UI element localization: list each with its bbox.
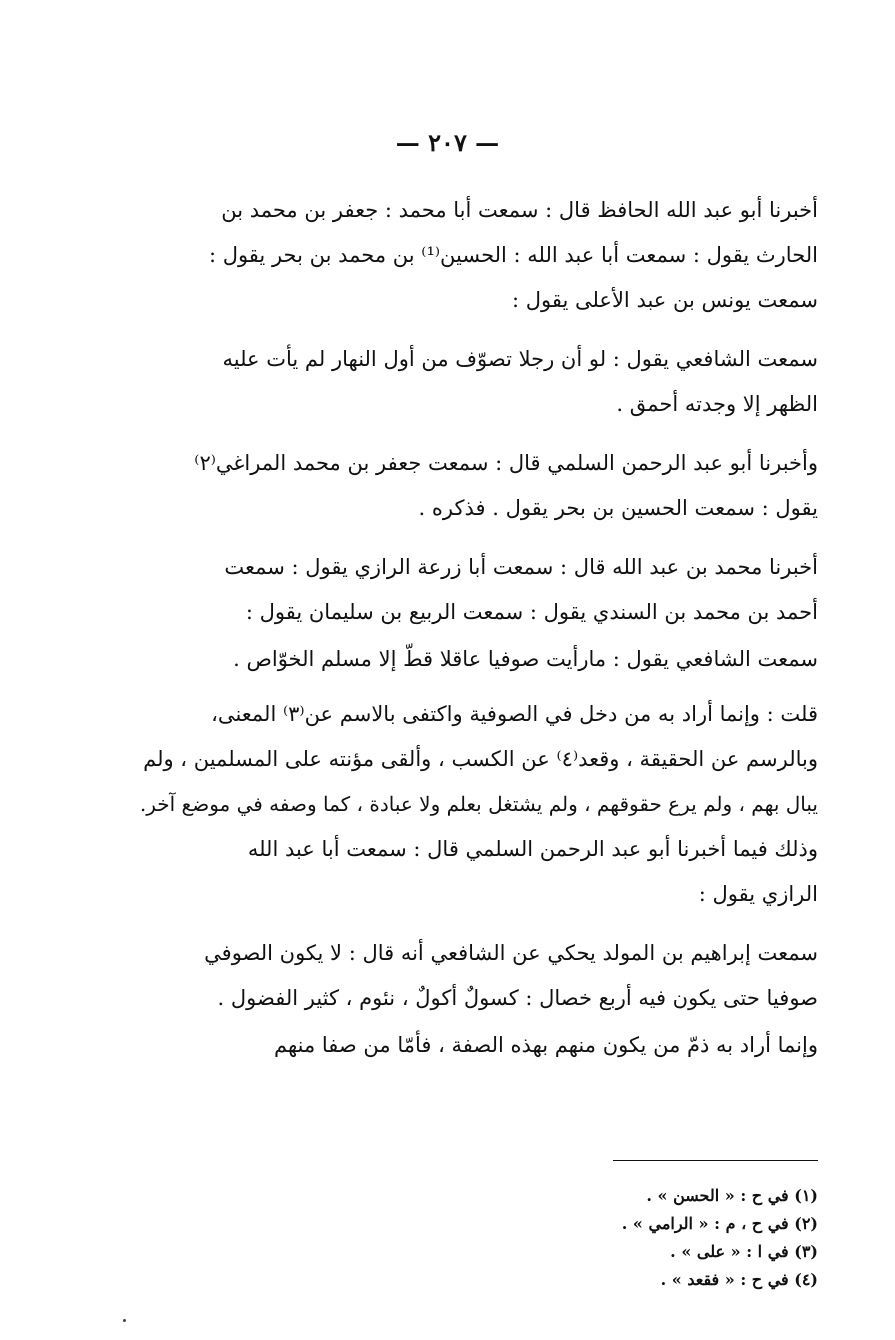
text-line: أحمد بن محمد بن السندي يقول : سمعت الربيع بن سليمان يقول : — [245, 600, 818, 624]
text-line: الظهر إلا وجدته أحمق . — [616, 392, 818, 416]
text-line: وبالرسم عن الحقيقة ، وقعد⁽٤⁾ عن الكسب ، وألقى مؤنته على المسلمين ، ولم — [143, 747, 818, 771]
footnote-divider — [613, 1160, 818, 1161]
text-line: وأخبرنا أبو عبد الرحمن السلمي قال : سمعت جعفر بن محمد المراغي⁽٢⁾ — [194, 451, 818, 475]
paragraph-7 — [138, 931, 818, 1021]
text-line: قلت : وإنما أراد به من دخل في الصوفية واكتفى بالاسم عن⁽٣⁾ المعنى، — [211, 702, 818, 726]
text-line: يقول : سمعت الحسين بن بحر يقول . فذكره . — [418, 496, 818, 520]
text-line: سمعت الشافعي يقول : لو أن رجلا تصوّف من أول النهار لم يأت عليه — [222, 347, 818, 371]
text-line: سمعت إبراهيم بن المولد يحكي عن الشافعي أنه قال : لا يكون الصوفي — [204, 941, 818, 965]
text-line: الحارث يقول : سمعت أبا عبد الله : الحسين⁽¹⁾ بن محمد بن بحر يقول : — [208, 243, 818, 267]
footnotes — [420, 1182, 818, 1294]
footnote-2: (٢) في ح ، م : « الرامي » . — [621, 1214, 818, 1233]
paragraph-6 — [138, 692, 818, 917]
text-line: يبال بهم ، ولم يرع حقوقهم ، ولم يشتغل بعلم ولا عبادة ، كما وصفه في موضع آخر. — [139, 792, 818, 816]
text-line: وذلك فيما أخبرنا أبو عبد الرحمن السلمي قال : سمعت أبا عبد الله — [247, 837, 818, 861]
text-line: أخبرنا أبو عبد الله الحافظ قال : سمعت أبا محمد : جعفر بن محمد بن — [221, 198, 818, 222]
text-line: الرازي يقول : — [698, 882, 818, 906]
scan-speck — [123, 1319, 126, 1322]
text-line: سمعت يونس بن عبد الأعلى يقول : — [511, 288, 818, 312]
text-line: صوفيا حتى يكون فيه أربع خصال : كسولٌ أكولٌ ، نئوم ، كثير الفضول . — [217, 986, 818, 1010]
main-text — [138, 188, 818, 1068]
footnote-3: (٣) في ا : « على » . — [670, 1242, 818, 1261]
footnote-4: (٤) في ح : « فقعد » . — [660, 1270, 818, 1289]
paragraph-3 — [138, 441, 818, 531]
page-number: — ٢٠٧ — — [395, 128, 500, 157]
paragraph-1 — [138, 188, 818, 323]
text-line: أخبرنا محمد بن عبد الله قال : سمعت أبا زرعة الرازي يقول : سمعت — [224, 555, 818, 579]
paragraph-2 — [138, 337, 818, 427]
paragraph-8 — [138, 1023, 818, 1068]
footnote-1: (١) في ح : « الحسن » . — [646, 1186, 818, 1205]
paragraph-4 — [138, 545, 818, 635]
paragraph-5 — [138, 637, 818, 682]
text-line: سمعت الشافعي يقول : مارأيت صوفيا عاقلا قطّ إلا مسلم الخوّاص . — [233, 647, 818, 671]
text-line: وإنما أراد به ذمّ من يكون منهم بهذه الصفة ، فأمّا من صفا منهم — [273, 1033, 818, 1057]
